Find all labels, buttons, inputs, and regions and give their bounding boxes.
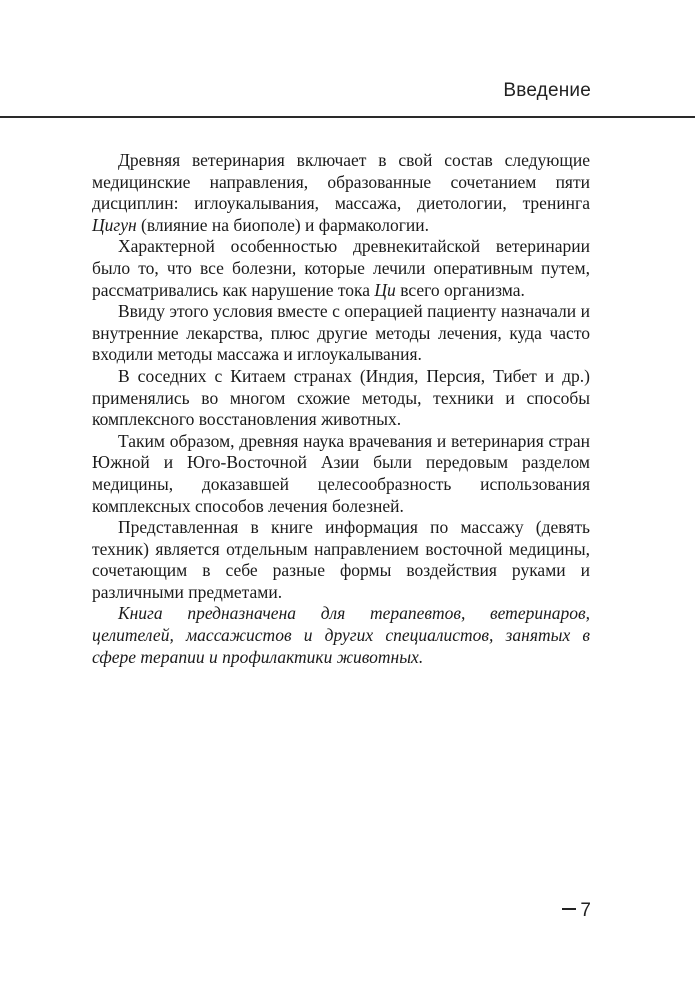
paragraph-4-run-1: В соседних с Китаем странах (Индия, Персия, Тибет и др.) применялись во многом схожие методы, техники и способы комплексного восстановления животных.	[92, 365, 590, 430]
paragraph-3-run-1: Ввиду этого условия вместе с операцией пациенту назначали и внутренние лекарства, плюс другие методы лечения, куда часто входили методы массажа и иглоукалывания.	[92, 301, 590, 365]
paragraph-2-term-qi: Ци	[374, 279, 396, 300]
body-text	[92, 150, 590, 668]
page-number-dash	[562, 908, 576, 910]
paragraph-2-run-1: Характерной особенностью древнекитайской ветеринарии было то, что все болезни, которые лечили оперативным путем, рассматривались как нарушение тока	[92, 236, 590, 300]
header-rule	[0, 116, 695, 118]
paragraph-5	[92, 431, 590, 517]
paragraph-4	[92, 366, 590, 431]
paragraph-7-audience-note	[92, 603, 590, 668]
running-header-title: Введение	[503, 80, 591, 101]
paragraph-1-term-qigong: Цигун	[92, 214, 137, 235]
paragraph-3	[92, 301, 590, 366]
page-number	[562, 900, 591, 922]
paragraph-7-run-1: Книга предназначена для терапевтов, ветеринаров, целителей, массажистов и других специалистов, занятых в сфере терапии и профилактики животных.	[92, 603, 590, 667]
paragraph-1-run-3: (влияние на биополе) и фармакологии.	[136, 214, 429, 235]
page-number-value: 7	[580, 900, 591, 921]
paragraph-2	[92, 236, 590, 301]
paragraph-5-run-1: Таким образом, древняя наука врачевания и ветеринария стран Южной и Юго-Восточной Азии были передовым разделом медицины, доказавшей целесообразность использования комплексных способов лечения болезней.	[92, 430, 590, 516]
paragraph-6	[92, 517, 590, 603]
paragraph-1-run-1: Древняя ветеринария включает в свой состав следующие медицинские направления, образованные сочетанием пяти дисциплин: иглоукалывания, массажа, диетологии, тренинга	[92, 150, 590, 214]
paragraph-2-run-3: всего организма.	[395, 279, 525, 300]
paragraph-1	[92, 150, 590, 236]
paragraph-6-run-1: Представленная в книге информация по массажу (девять техник) является отдельным направлением восточной медицины, сочетающим в себе разные формы воздействия руками и различными предметами.	[92, 517, 590, 602]
